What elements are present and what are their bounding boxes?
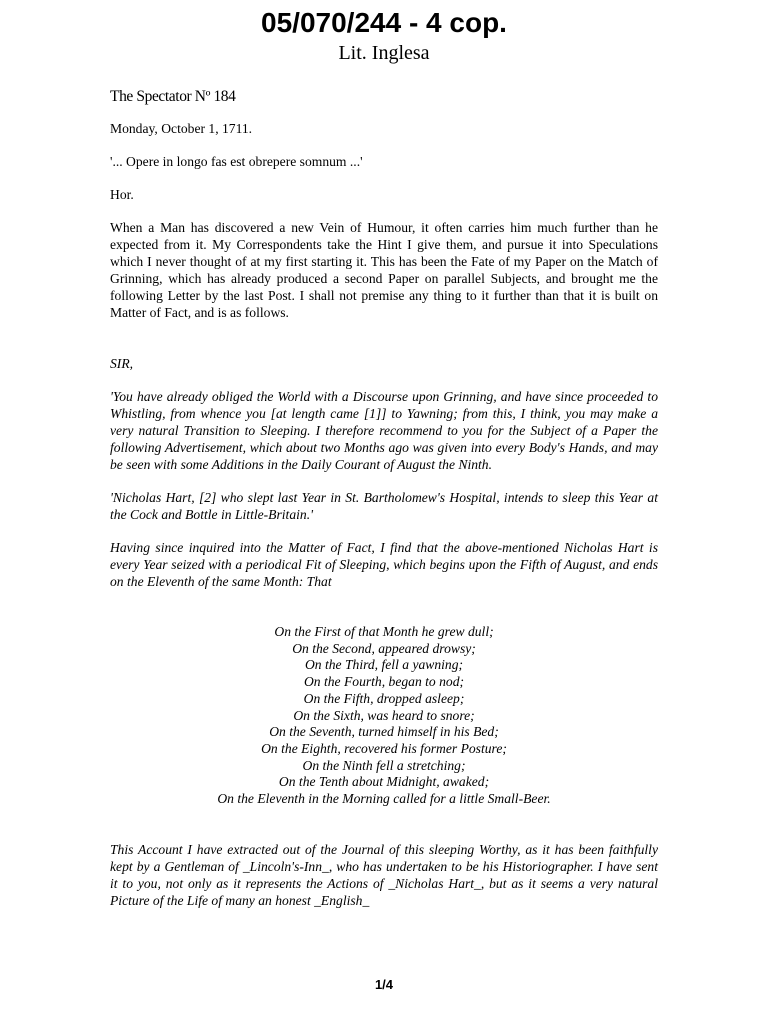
epigraph: '... Opere in longo fas est obrepere somnum ...': [110, 154, 363, 169]
letter-paragraph-2: 'Nicholas Hart, [2] who slept last Year in St. Bartholomew's Hospital, intends to sleep this Year at the Cock and Bottle in Little-Britain.': [110, 490, 658, 522]
verse-line: On the Fifth, dropped asleep;: [303, 690, 465, 706]
verse-line: On the Fourth, began to nod;: [303, 674, 465, 690]
verse-line: On the Tenth about Midnight, awaked;: [278, 774, 490, 790]
verse-line: On the Ninth fell a stretching;: [302, 757, 466, 773]
page-number: 1/4: [374, 977, 394, 992]
document-subtitle: Lit. Inglesa: [338, 42, 430, 64]
verse-line: On the First of that Month he grew dull;: [274, 624, 494, 639]
closing-paragraph: This Account I have extracted out of the Journal of this sleeping Worthy, as it has been faithfully kept by a Gentleman of _Lincoln's-Inn_, who has undertaken to be his Historiographer. I have sent it to you, not only as it represents the Actions of _Nicholas Hart_, but as it seems a very natural Picture of the Life of many an honest _English_: [110, 841, 658, 908]
verse-line: On the Third, fell a yawning;: [304, 657, 464, 673]
verse-line: On the Second, appeared drowsy;: [292, 640, 476, 656]
epigraph-attribution: Hor.: [110, 187, 134, 202]
verse-line: On the Sixth, was heard to snore;: [293, 707, 475, 723]
letter-salutation: SIR,: [110, 356, 134, 371]
letter-paragraph-1: 'You have already obliged the World with a Discourse upon Grinning, and have since proceeded to Whistling, from whence you [at length came [1]] to Yawning; from this, I think, you may make a very natural Transition to Sleeping. I therefore recommend to you for the Subject of a Paper the following Advertisement, which about two Months ago was given into every Body's Hands, and may be seen with some Additions in the Daily Courant of August the Ninth.: [110, 389, 658, 472]
letter-paragraph-3: Having since inquired into the Matter of Fact, I find that the above-mentioned Nicholas Hart is every Year seized with a periodical Fit of Sleeping, which begins upon the Fifth of August, and ends on the Eleventh of the same Month: That: [110, 540, 658, 589]
article-heading: The Spectator Nº 184: [110, 88, 236, 105]
sleep-journal-verse: [110, 624, 658, 808]
verse-line: On the Eleventh in the Morning called for a little Small-Beer.: [217, 791, 551, 807]
article-body: [110, 88, 658, 909]
document-code: 05/070/244 - 4 cop.: [261, 7, 507, 38]
article-date: Monday, October 1, 1711.: [110, 121, 253, 136]
verse-line: On the Eighth, recovered his former Posture;: [261, 740, 507, 756]
intro-paragraph: When a Man has discovered a new Vein of Humour, it often carries him much further than he expected from it. My Correspondents take the Hint I give them, and pursue it into Speculations which I never thought of at my first starting it. This has been the Fate of my Paper on the Match of Grinning, which has already produced a second Paper on parallel Subjects, and brought me the following Letter by the last Post. I shall not premise any thing to it further than that it is built on Matter of Fact, and is as follows.: [110, 220, 658, 320]
verse-line: On the Seventh, turned himself in his Bed;: [269, 724, 499, 740]
